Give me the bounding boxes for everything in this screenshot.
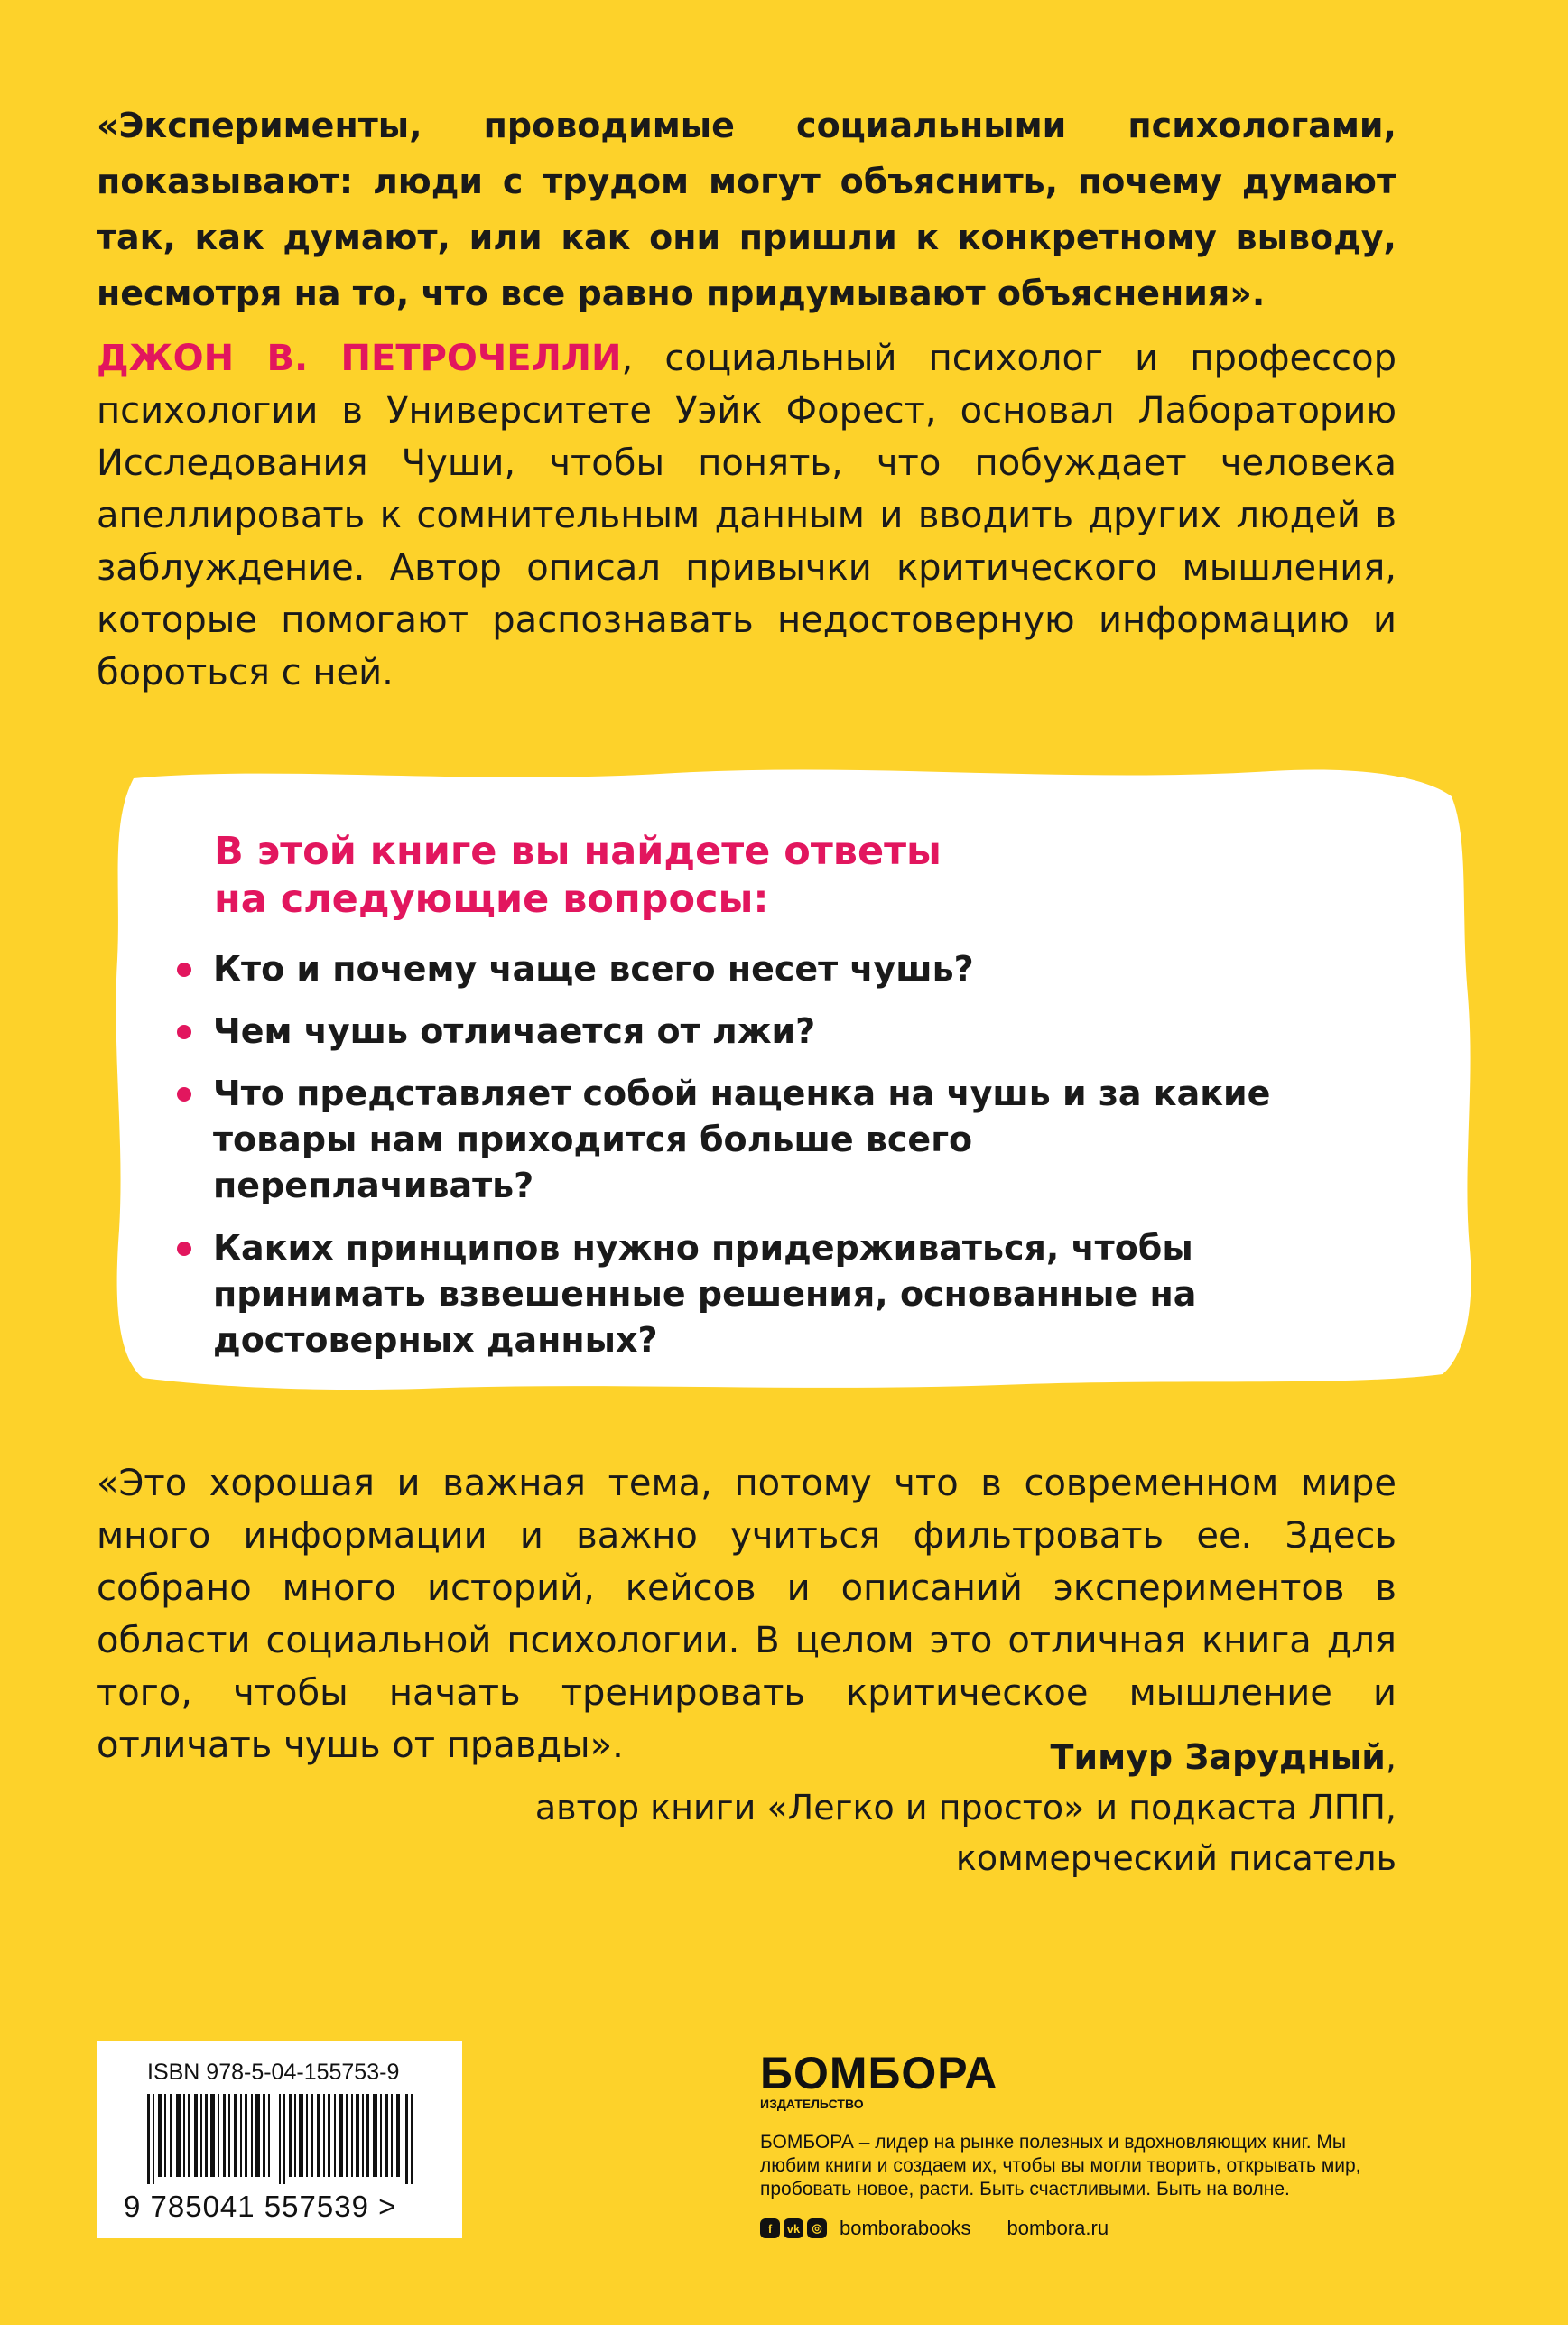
social-handle[interactable]: bomborabooks [840, 2217, 971, 2239]
bullet-icon [177, 1025, 191, 1039]
bullet-icon [177, 963, 191, 977]
questions-heading-line2: на следующие вопросы: [214, 877, 769, 922]
vk-icon[interactable]: vk [784, 2218, 803, 2238]
list-item [177, 1071, 1278, 1209]
isbn-barcode-box [97, 2041, 462, 2238]
reviewer-comma: , [1385, 1737, 1396, 1777]
publisher-description: БОМБОРА – лидер на рынке полезных и вдохновляющих книг. Мы любим книги и создаем их, чтобы вы могли творить, открывать мир, пробовать новое, расти. Быть счастливыми. Быть на волне. [760, 2132, 1361, 2199]
publisher-social-row [760, 2217, 1109, 2240]
author-bio-text: , социальный психолог и профессор психологии в Университете Уэйк Форест, основал Лабораторию Исследования Чуши, чтобы понять, что побуждает человека апеллировать к сомнительным данным и вводить других людей в заблуждение. Автор описал привычки критического мышления, которые помогают распознавать недостоверную информацию и бороться с ней. [97, 338, 1396, 693]
publisher-logo: БОМБОРА [760, 2048, 998, 2098]
author-bio [97, 332, 1396, 699]
facebook-icon[interactable]: f [760, 2218, 780, 2238]
list-item [177, 946, 1369, 992]
question-text: Кто и почему чаще всего несет чушь? [213, 949, 974, 989]
top-quote: «Эксперименты, проводимые социальными психологами, показывают: люди с трудом могут объяснить, почему думают так, как думают, или как они пришли к конкретному выводу, несмотря на то, что все равно придумывают объяснения». [97, 106, 1396, 313]
questions-heading-line1: В этой книге вы найдете ответы [214, 829, 942, 874]
list-item [177, 1009, 1369, 1055]
bullet-icon [177, 1087, 191, 1102]
questions-heading [214, 828, 1207, 924]
isbn-digits: 9 785041 557539 > [124, 2190, 397, 2223]
reviewer-name: Тимур Зарудный [1050, 1737, 1386, 1777]
question-text: Что представляет собой наценка на чушь и за какие товары нам приходится больше всего переплачивать? [213, 1074, 1271, 1205]
question-text: Чем чушь отличается от лжи? [213, 1011, 816, 1051]
list-item [177, 1225, 1206, 1363]
isbn-label: ISBN 978-5-04-155753-9 [147, 2060, 400, 2085]
review-quote: «Это хорошая и важная тема, потому что в современном мире много информации и важно учиться фильтровать ее. Здесь собрано много историй, кейсов и описаний экспериментов в области социальной психологии. В целом это отличная книга для того, чтобы начать тренировать критическое мышление и отличать чушь от правды». [97, 1463, 1396, 1766]
instagram-icon[interactable]: ◎ [807, 2218, 827, 2238]
reviewer-role: автор книги «Легко и просто» и подкаста ЛПП, [534, 1788, 1396, 1827]
questions-list [177, 946, 1369, 1380]
barcode [147, 2094, 418, 2184]
bullet-icon [177, 1242, 191, 1256]
website-link[interactable]: bombora.ru [1007, 2217, 1109, 2239]
reviewer-role-2: коммерческий писатель [955, 1838, 1396, 1878]
author-name: ДЖОН В. ПЕТРОЧЕЛЛИ [97, 338, 622, 379]
question-text: Каких принципов нужно придерживаться, чтобы принимать взвешенные решения, основанные на достоверных данных? [213, 1228, 1197, 1360]
reviewer-attribution [313, 1732, 1396, 1883]
publisher-subtitle: ИЗДАТЕЛЬСТВО [760, 2097, 864, 2111]
